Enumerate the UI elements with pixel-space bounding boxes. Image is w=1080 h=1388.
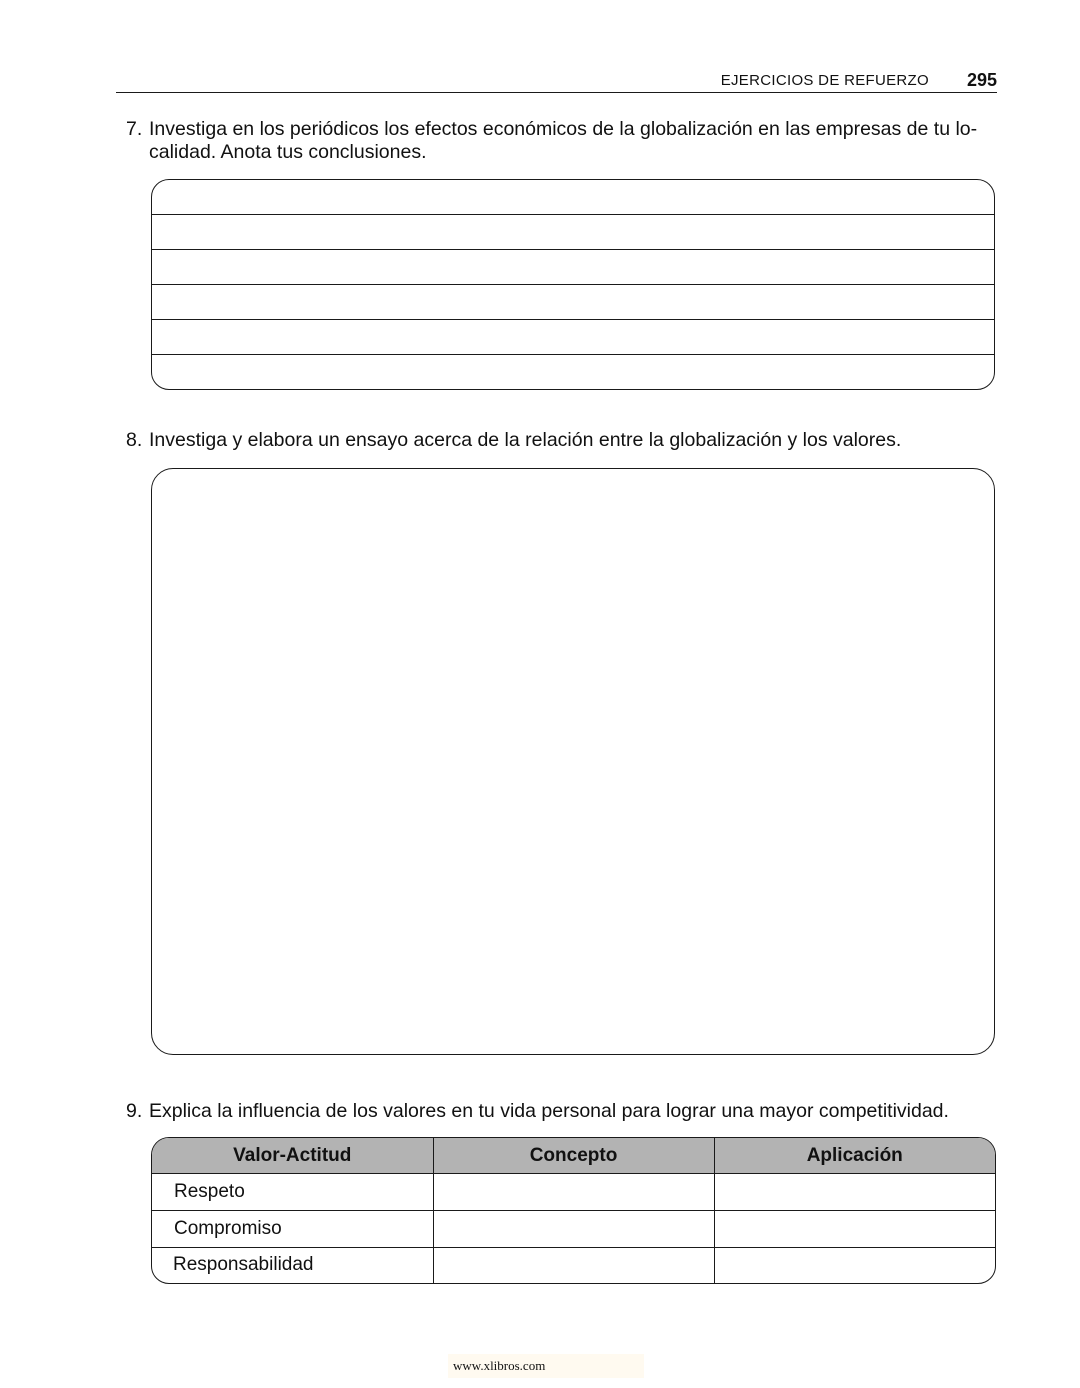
page-number: 295 bbox=[966, 70, 997, 90]
concept-cell[interactable] bbox=[433, 1174, 714, 1211]
value-cell: Respeto bbox=[152, 1174, 433, 1211]
answer-line[interactable] bbox=[152, 215, 994, 250]
answer-line[interactable] bbox=[152, 180, 994, 215]
answer-line[interactable] bbox=[152, 250, 994, 285]
answer-line[interactable] bbox=[152, 355, 994, 389]
table-row bbox=[152, 1210, 995, 1247]
question-7 bbox=[126, 118, 998, 166]
question-number: 8. bbox=[126, 429, 143, 451]
footer-url: www.xlibros.com bbox=[448, 1354, 644, 1378]
question-number: 9. bbox=[126, 1100, 143, 1122]
application-cell[interactable] bbox=[714, 1210, 995, 1247]
answer-line[interactable] bbox=[152, 285, 994, 320]
application-cell[interactable] bbox=[714, 1174, 995, 1211]
page-header bbox=[116, 70, 997, 93]
question-9 bbox=[126, 1100, 998, 1124]
section-title: EJERCICIOS DE REFUERZO bbox=[720, 72, 929, 89]
column-header-aplicacion: Aplicación bbox=[714, 1138, 995, 1174]
question-text: Explica la influencia de los valores en tu vida personal para lograr una mayor competitividad. bbox=[149, 1100, 949, 1122]
question-text: Investiga y elabora un ensayo acerca de la relación entre la globalización y los valores. bbox=[149, 429, 902, 451]
essay-answer-box[interactable] bbox=[151, 468, 995, 1055]
column-header-valor-actitud: Valor-Actitud bbox=[152, 1138, 433, 1174]
concept-cell[interactable] bbox=[433, 1247, 714, 1283]
value-cell: Responsabilidad bbox=[152, 1247, 433, 1283]
values-table bbox=[151, 1137, 996, 1284]
question-text: Investiga en los periódicos los efectos económicos de la globalización en las empresas de tu lo-calidad. Anota tus conclusiones. bbox=[149, 118, 978, 163]
table-row bbox=[152, 1174, 995, 1211]
question-number: 7. bbox=[126, 118, 143, 140]
application-cell[interactable] bbox=[714, 1247, 995, 1283]
table-row bbox=[152, 1247, 995, 1283]
column-header-concepto: Concepto bbox=[433, 1138, 714, 1174]
value-cell: Compromiso bbox=[152, 1210, 433, 1247]
question-8 bbox=[126, 429, 998, 453]
answer-line[interactable] bbox=[152, 320, 994, 355]
concept-cell[interactable] bbox=[433, 1210, 714, 1247]
answer-lines-box[interactable] bbox=[151, 179, 995, 390]
table-header-row bbox=[152, 1138, 995, 1174]
